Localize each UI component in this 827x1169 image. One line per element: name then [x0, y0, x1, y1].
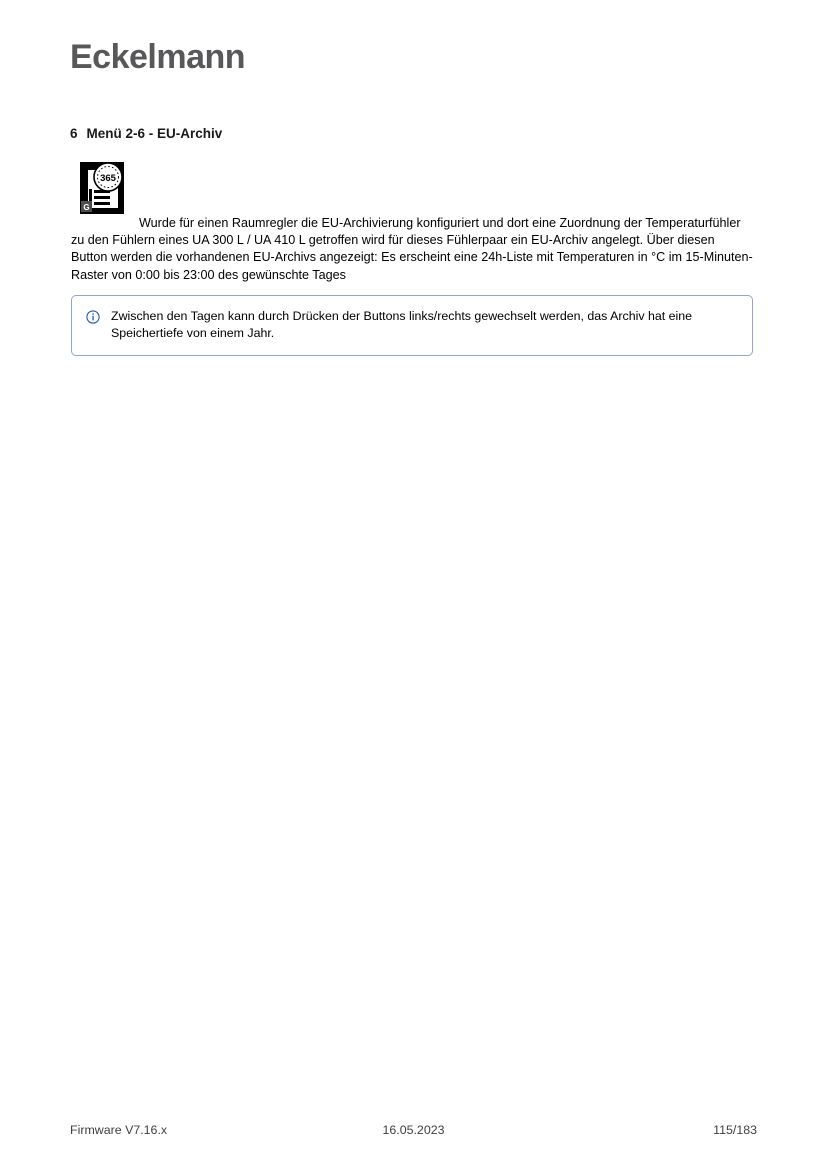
- info-note-box: [71, 295, 753, 356]
- body-paragraph-text: Wurde für einen Raumregler die EU-Archivierung konfiguriert und dort eine Zuordnung der Temperaturfühler zu den Fühlern eines UA 300 L / UA 410 L getroffen wird für dieses Fühlerpaar ein EU-Archiv angelegt. Über diesen Button werden die vorhandenen EU-Archivs angezeigt: Es erscheint eine 24h-Liste mit Temperaturen in °C im 15-Minuten-Raster von 0:00 bis 23:00 des gewünschte Tages: [71, 216, 753, 282]
- info-note-text: Zwischen den Tagen kann durch Drücken der Buttons links/rechts gewechselt werden, das Archiv hat eine Speichertiefe von einem Jahr.: [111, 309, 693, 340]
- chapter-title: Menü 2-6 - EU-Archiv: [86, 126, 223, 141]
- page-title: [70, 126, 222, 141]
- footer-page-number: 115/183: [713, 1123, 757, 1137]
- svg-text:365: 365: [100, 173, 116, 184]
- eckelmann-logo: Eckelmann: [70, 38, 246, 76]
- chapter-number: 6: [70, 126, 78, 141]
- footer-firmware: Firmware V7.16.x: [70, 1123, 168, 1137]
- page-footer: [70, 1123, 757, 1141]
- footer-date: 16.05.2023: [382, 1123, 445, 1137]
- info-icon: [86, 310, 100, 324]
- svg-text:G: G: [83, 203, 90, 212]
- body-paragraph: [71, 215, 753, 284]
- calendar-365-document-icon: [78, 160, 136, 218]
